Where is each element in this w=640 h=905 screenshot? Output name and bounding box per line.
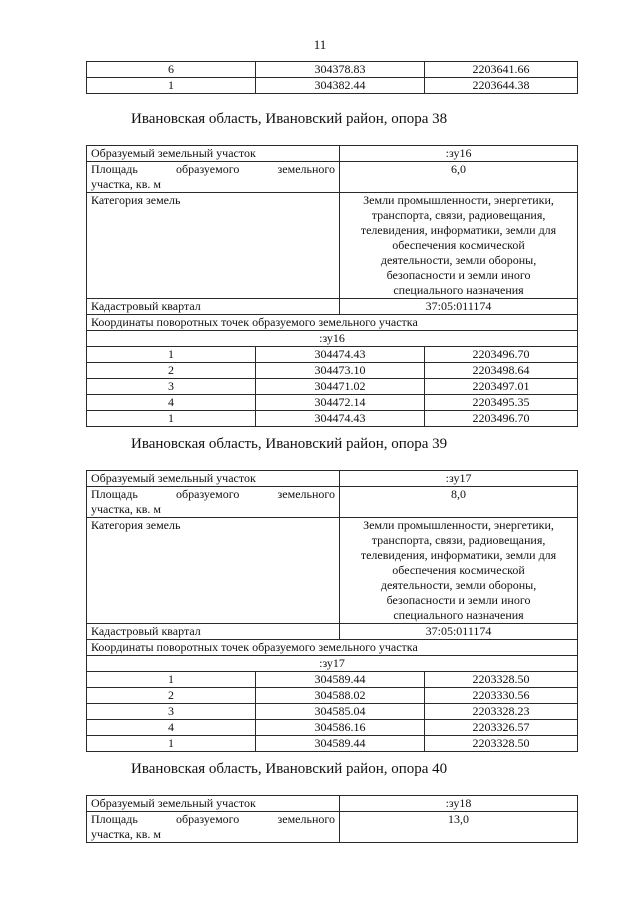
category-value	[340, 193, 578, 299]
category-line: специального назначения	[393, 283, 524, 297]
section-heading-39: Ивановская область, Ивановский район, опора 39	[131, 436, 448, 452]
table-row	[87, 471, 578, 487]
category-line: безопасности и земли иного	[386, 268, 531, 282]
area-label	[87, 162, 340, 193]
point-y: 2203330.56	[425, 688, 578, 704]
plot-label: Образуемый земельный участок	[87, 471, 340, 487]
point-y: 2203328.50	[425, 736, 578, 752]
table-row	[87, 796, 578, 812]
category-line: телевидения, информатики, земли для	[360, 223, 557, 237]
plot-table-39	[86, 470, 578, 752]
table-row	[87, 672, 578, 688]
category-line: Земли промышленности, энергетики,	[363, 193, 554, 207]
point-number: 1	[87, 78, 256, 94]
table-row	[87, 363, 578, 379]
table-row	[87, 162, 578, 193]
point-x: 304473.10	[256, 363, 425, 379]
table-row	[87, 379, 578, 395]
section-heading-38: Ивановская область, Ивановский район, опора 38	[131, 111, 448, 127]
area-label-word: земельного	[277, 162, 336, 176]
table-row	[87, 146, 578, 162]
point-y: 2203496.70	[425, 411, 578, 427]
area-value: 13,0	[340, 812, 578, 843]
point-number: 3	[87, 704, 256, 720]
area-label-line2: участка, кв. м	[91, 177, 161, 191]
table-row	[87, 688, 578, 704]
coords-label: Координаты поворотных точек образуемого земельного участка	[87, 315, 578, 331]
point-number: 1	[87, 672, 256, 688]
point-y: 2203641.66	[425, 62, 578, 78]
category-line: специального назначения	[393, 608, 524, 622]
cadastral-value: 37:05:011174	[340, 299, 578, 315]
point-x: 304471.02	[256, 379, 425, 395]
area-value: 8,0	[340, 487, 578, 518]
table-row	[87, 812, 578, 843]
point-y: 2203497.01	[425, 379, 578, 395]
cadastral-label: Кадастровый квартал	[87, 624, 340, 640]
coords-plot-id: :зу16	[87, 331, 578, 347]
point-y: 2203326.57	[425, 720, 578, 736]
table-row	[87, 331, 578, 347]
table-row	[87, 736, 578, 752]
point-number: 4	[87, 395, 256, 411]
table-row	[87, 487, 578, 518]
category-label: Категория земель	[87, 518, 340, 624]
cadastral-label: Кадастровый квартал	[87, 299, 340, 315]
point-number: 6	[87, 62, 256, 78]
plot-label: Образуемый земельный участок	[87, 796, 340, 812]
category-line: транспорта, связи, радиовещания,	[371, 208, 546, 222]
area-label-word: образуемого	[176, 487, 240, 501]
coords-label: Координаты поворотных точек образуемого земельного участка	[87, 640, 578, 656]
point-x: 304472.14	[256, 395, 425, 411]
table-row	[87, 62, 578, 78]
table-row	[87, 411, 578, 427]
point-number: 3	[87, 379, 256, 395]
category-label: Категория земель	[87, 193, 340, 299]
point-x: 304474.43	[256, 411, 425, 427]
area-label-word: земельного	[277, 487, 336, 501]
point-y: 2203498.64	[425, 363, 578, 379]
point-y: 2203328.50	[425, 672, 578, 688]
category-line: транспорта, связи, радиовещания,	[371, 533, 546, 547]
table-row	[87, 624, 578, 640]
area-label-line2: участка, кв. м	[91, 827, 161, 841]
table-row	[87, 315, 578, 331]
area-label	[87, 812, 340, 843]
plot-table-40	[86, 795, 578, 843]
point-x: 304589.44	[256, 672, 425, 688]
plot-id: :зу17	[340, 471, 578, 487]
plot-id: :зу16	[340, 146, 578, 162]
page-number: 11	[313, 37, 327, 52]
area-label-word: образуемого	[176, 162, 240, 176]
point-x: 304585.04	[256, 704, 425, 720]
category-line: Земли промышленности, энергетики,	[363, 518, 554, 532]
area-label-word: образуемого	[176, 812, 240, 826]
table-row	[87, 299, 578, 315]
cadastral-value: 37:05:011174	[340, 624, 578, 640]
point-number: 1	[87, 411, 256, 427]
point-x: 304474.43	[256, 347, 425, 363]
table-row	[87, 704, 578, 720]
point-x: 304589.44	[256, 736, 425, 752]
table-row	[87, 78, 578, 94]
category-line: безопасности и земли иного	[386, 593, 531, 607]
point-x: 304382.44	[256, 78, 425, 94]
table-row	[87, 640, 578, 656]
table-row	[87, 720, 578, 736]
category-value	[340, 518, 578, 624]
table-row	[87, 395, 578, 411]
point-x: 304378.83	[256, 62, 425, 78]
area-label	[87, 487, 340, 518]
area-label-word: Площадь	[91, 812, 138, 826]
area-label-word: Площадь	[91, 162, 138, 176]
table-row	[87, 347, 578, 363]
category-line: деятельности, земли обороны,	[380, 578, 537, 592]
plot-id: :зу18	[340, 796, 578, 812]
category-line: обеспечения космической	[392, 563, 525, 577]
category-line: телевидения, информатики, земли для	[360, 548, 557, 562]
plot-table-38	[86, 145, 578, 427]
continuation-coordinates-table	[86, 61, 578, 94]
area-value: 6,0	[340, 162, 578, 193]
area-label-word: земельного	[277, 812, 335, 826]
point-number: 2	[87, 688, 256, 704]
point-number: 1	[87, 347, 256, 363]
point-number: 4	[87, 720, 256, 736]
point-x: 304588.02	[256, 688, 425, 704]
point-y: 2203496.70	[425, 347, 578, 363]
point-y: 2203328.23	[425, 704, 578, 720]
point-y: 2203495.35	[425, 395, 578, 411]
plot-label: Образуемый земельный участок	[87, 146, 340, 162]
section-heading-40: Ивановская область, Ивановский район, опора 40	[131, 761, 448, 777]
category-line: обеспечения космической	[392, 238, 525, 252]
point-x: 304586.16	[256, 720, 425, 736]
point-number: 2	[87, 363, 256, 379]
area-label-word: Площадь	[91, 487, 138, 501]
table-row	[87, 518, 578, 624]
table-row	[87, 193, 578, 299]
point-y: 2203644.38	[425, 78, 578, 94]
point-number: 1	[87, 736, 256, 752]
coords-plot-id: :зу17	[87, 656, 578, 672]
category-line: деятельности, земли обороны,	[380, 253, 537, 267]
table-row	[87, 656, 578, 672]
area-label-line2: участка, кв. м	[91, 502, 161, 516]
